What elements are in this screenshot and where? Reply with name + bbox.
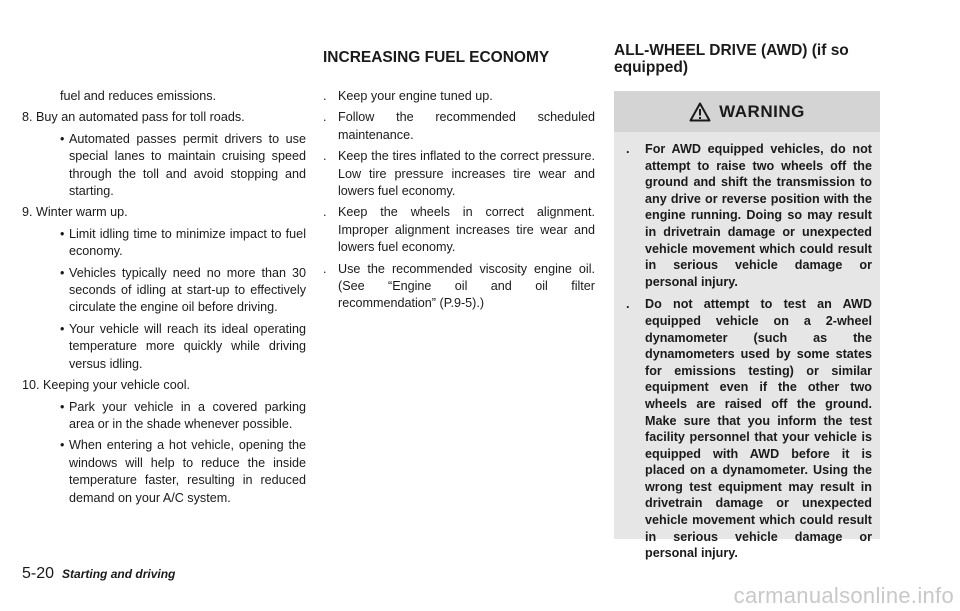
list-item-9 (22, 204, 306, 373)
footer-section-title: Starting and driving (62, 567, 176, 581)
section-heading-fuel-economy: INCREASING FUEL ECONOMY (323, 49, 550, 66)
warning-header (614, 91, 880, 132)
section-heading-awd: ALL-WHEEL DRIVE (AWD) (if so equipped) (614, 42, 849, 76)
bullet-text: • Your vehicle will reach its ideal operating temperature more quickly while driving versus idling. (22, 321, 306, 373)
bullet-dot: . (323, 149, 327, 164)
bullet-dot: . (323, 261, 327, 276)
warning-title: WARNING (719, 101, 805, 121)
list-item-label: 8. Buy an automated pass for toll roads. (22, 110, 245, 125)
bullet-text: • Limit idling time to minimize impact to fuel economy. (22, 226, 306, 261)
bullet-text: • When entering a hot vehicle, opening the windows will help to reduce the inside temperature faster, resulting in reduced demand on your A/C system. (22, 437, 306, 507)
list-item: . Keep the tires inflated to the correct pressure. Low tire pressure increases tire wear and lowers fuel economy. (323, 149, 595, 199)
warning-item: . Do not attempt to test an AWD equipped vehicle on a 2-wheel dynamometer (such as the dynamometers used by some states for emissions testing) or similar equipment even if the other two wheels are raised off the ground. Make sure that you inform the test facility personnel that your vehicle is equipped with AWD before it is placed on a dynamometer. Using the wrong test equipment may result in drivetrain damage or unexpected vehicle movement which could result in serious vehicle damage or personal injury. (626, 297, 872, 561)
fuel-economy-list (323, 88, 595, 317)
bullet-dot: . (323, 110, 327, 125)
bullet-text: • Park your vehicle in a covered parking area or in the shade whenever possible. (22, 399, 306, 434)
page-footer (22, 565, 175, 583)
warning-box (614, 91, 880, 561)
watermark: carmanualsonline.info (733, 583, 954, 608)
left-column (22, 88, 306, 507)
bullet-dot: . (323, 89, 327, 103)
list-item: . Keep the wheels in correct alignment. Improper alignment increases tire wear and lowers fuel economy. (323, 205, 595, 255)
list-item-label: 9. Winter warm up. (22, 205, 128, 220)
list-item-10 (22, 377, 306, 507)
bullet-dot: . (323, 205, 327, 220)
bullet-text: • Automated passes permit drivers to use special lanes to maintain cruising speed through the toll and avoid stopping and starting. (22, 131, 306, 201)
list-item-label: 10. Keeping your vehicle cool. (22, 378, 191, 393)
bullet-dot: . (626, 297, 630, 312)
list-item-8 (22, 109, 306, 200)
warning-triangle-icon (689, 102, 711, 122)
bullet-text: • Vehicles typically need no more than 30 seconds of idling at start-up to effectively circulate the engine oil before driving. (22, 265, 306, 317)
warning-item: . For AWD equipped vehicles, do not attempt to raise two wheels off the ground and shift the transmission to any drive or reverse position with the engine running. Doing so may result in drivetrain damage or unexpected vehicle movement which could result in serious vehicle damage or personal injury. (626, 142, 872, 289)
list-item: . Keep your engine tuned up. (323, 88, 595, 105)
bullet-dot: . (626, 142, 630, 156)
list-item: . Follow the recommended scheduled maintenance. (323, 110, 595, 142)
intro-continuation: fuel and reduces emissions. (60, 89, 217, 103)
list-item: . Use the recommended viscosity engine oil. (See “Engine oil and oil filter recommendation” (P.9-5).) (323, 261, 595, 311)
page-number: 5-20 (22, 565, 55, 582)
warning-body (626, 141, 872, 568)
